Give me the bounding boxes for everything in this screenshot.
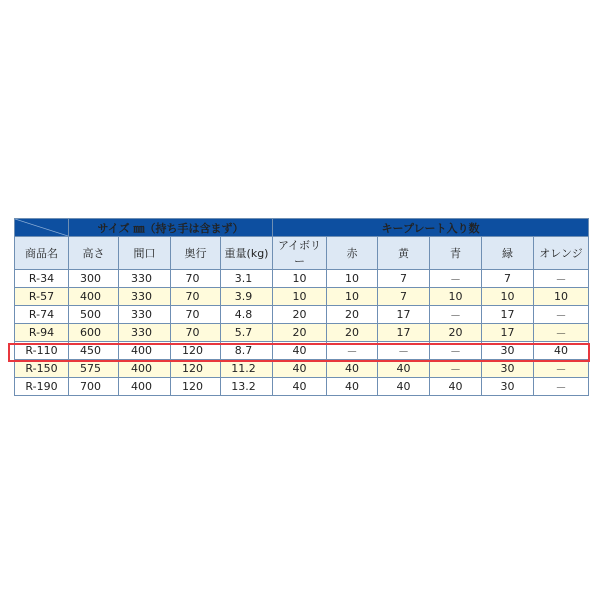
col-header-orange: オレンジ [534, 237, 589, 270]
table-cell: 40 [327, 378, 378, 396]
table-cell: 3.9 [221, 288, 273, 306]
table-cell: 10 [534, 288, 589, 306]
table-cell: 70 [171, 288, 221, 306]
col-header-ivory: アイボリー [273, 237, 327, 270]
table-cell: 40 [534, 342, 589, 360]
table-cell: 40 [273, 342, 327, 360]
table-cell: 30 [482, 378, 534, 396]
table-cell: － [534, 360, 589, 378]
table-cell: 17 [482, 324, 534, 342]
table-row [15, 360, 589, 378]
table-cell: 7 [482, 270, 534, 288]
table-cell: 700 [69, 378, 119, 396]
table-cell: 40 [273, 360, 327, 378]
table-cell: 120 [171, 342, 221, 360]
table-cell: 10 [273, 288, 327, 306]
col-header-depth: 奥行 [171, 237, 221, 270]
keyplate-group-header: キープレート入り数 [273, 219, 589, 237]
table-cell: 20 [273, 324, 327, 342]
table-cell: 40 [378, 360, 430, 378]
table-cell: 70 [171, 324, 221, 342]
col-header-red: 赤 [327, 237, 378, 270]
table-cell: 400 [119, 342, 171, 360]
table-cell: 330 [119, 306, 171, 324]
table-cell: 30 [482, 342, 534, 360]
table-cell: 120 [171, 360, 221, 378]
col-header-blue: 青 [430, 237, 482, 270]
table-cell: － [430, 342, 482, 360]
table-cell: 40 [430, 378, 482, 396]
table-row [15, 306, 589, 324]
highlight-box-r150 [8, 343, 590, 362]
table-cell: 400 [119, 378, 171, 396]
table-body [15, 219, 589, 396]
table-cell: － [327, 342, 378, 360]
product-name-cell: R-190 [15, 378, 69, 396]
table-cell: － [534, 324, 589, 342]
table-cell: 330 [119, 288, 171, 306]
table-cell: － [430, 360, 482, 378]
col-header-weight: 重量(kg) [221, 237, 273, 270]
table-cell: 13.2 [221, 378, 273, 396]
table-cell: 10 [430, 288, 482, 306]
table-cell: 4.8 [221, 306, 273, 324]
corner-cell [15, 219, 69, 237]
table-cell: 10 [327, 270, 378, 288]
col-header-yellow: 黄 [378, 237, 430, 270]
table-cell: 20 [273, 306, 327, 324]
table-cell: 400 [119, 360, 171, 378]
table-cell: 7 [378, 288, 430, 306]
table-cell: 600 [69, 324, 119, 342]
table-cell: － [430, 270, 482, 288]
product-name-cell: R-34 [15, 270, 69, 288]
table-row [15, 288, 589, 306]
col-header-height: 高さ [69, 237, 119, 270]
product-name-cell: R-94 [15, 324, 69, 342]
table-cell: 30 [482, 360, 534, 378]
table-cell: 40 [273, 378, 327, 396]
table-cell: 17 [482, 306, 534, 324]
product-spec-table [14, 218, 589, 396]
table-cell: － [534, 306, 589, 324]
table-cell: － [430, 306, 482, 324]
table-cell: 20 [327, 306, 378, 324]
table-cell: 40 [378, 378, 430, 396]
table-cell: － [534, 270, 589, 288]
table-cell: 7 [378, 270, 430, 288]
table-cell: 120 [171, 378, 221, 396]
table-cell: － [378, 342, 430, 360]
table-cell: 10 [482, 288, 534, 306]
table-row [15, 270, 589, 288]
table-cell: 450 [69, 342, 119, 360]
table-cell: 400 [69, 288, 119, 306]
product-name-cell: R-150 [15, 360, 69, 378]
table-cell: 300 [69, 270, 119, 288]
table-cell: 17 [378, 306, 430, 324]
product-name-cell: R-110 [15, 342, 69, 360]
table-cell: 330 [119, 324, 171, 342]
table-row [15, 324, 589, 342]
table-cell: 10 [327, 288, 378, 306]
table-cell: 3.1 [221, 270, 273, 288]
table-cell: 330 [119, 270, 171, 288]
table-cell: 575 [69, 360, 119, 378]
table-cell: 20 [327, 324, 378, 342]
table-cell: 17 [378, 324, 430, 342]
col-header-green: 緑 [482, 237, 534, 270]
table-cell: 20 [430, 324, 482, 342]
column-header-row [15, 237, 589, 270]
table-cell: 500 [69, 306, 119, 324]
table-row [15, 378, 589, 396]
table-cell: 5.7 [221, 324, 273, 342]
table-cell: 70 [171, 306, 221, 324]
table-cell: 11.2 [221, 360, 273, 378]
group-header-row [15, 219, 589, 237]
table-cell: 40 [327, 360, 378, 378]
table-cell: 10 [273, 270, 327, 288]
table-cell: 70 [171, 270, 221, 288]
product-name-cell: R-74 [15, 306, 69, 324]
col-header-product: 商品名 [15, 237, 69, 270]
product-name-cell: R-57 [15, 288, 69, 306]
table-cell: － [534, 378, 589, 396]
size-group-header: サイズ ㎜（持ち手は含まず） [69, 219, 273, 237]
col-header-width: 間口 [119, 237, 171, 270]
table-cell: 8.7 [221, 342, 273, 360]
